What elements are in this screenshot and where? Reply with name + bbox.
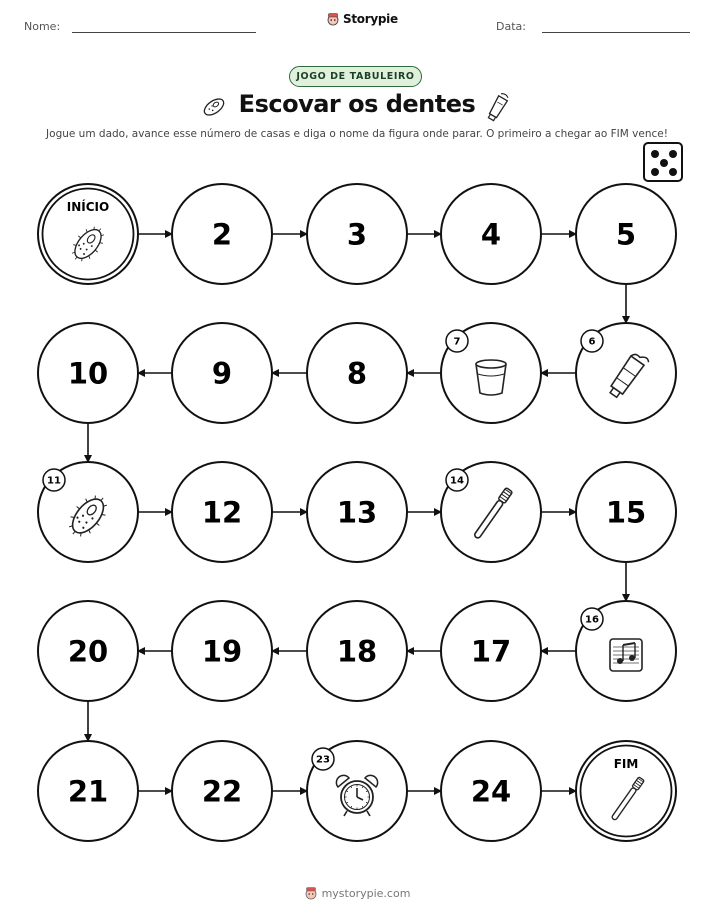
space-number-badge	[581, 330, 603, 352]
board-space-20	[38, 601, 138, 701]
svg-text:7: 7	[453, 336, 461, 348]
svg-text:14: 14	[450, 475, 464, 487]
svg-text:11: 11	[47, 475, 61, 487]
finish-label: FIM	[613, 757, 639, 771]
footer-site: mystorypie.com	[321, 886, 411, 900]
space-number: 10	[67, 356, 109, 391]
space-number-badge	[446, 330, 468, 352]
space-number-badge	[312, 748, 334, 770]
space-number: 5	[615, 217, 637, 252]
board-space-3	[307, 184, 407, 284]
board-space-23	[307, 741, 407, 841]
space-number: 18	[336, 634, 378, 669]
board-space-18	[307, 601, 407, 701]
space-number: 3	[346, 217, 368, 252]
space-number: 9	[211, 356, 233, 391]
space-number: 8	[346, 356, 368, 391]
date-label: Data:	[496, 20, 526, 33]
space-number: 21	[67, 774, 109, 809]
storypie-mascot-icon	[304, 886, 318, 900]
board-space-8	[307, 323, 407, 423]
board-space-7	[441, 323, 541, 423]
space-number-badge	[446, 469, 468, 491]
finish-space	[576, 741, 676, 841]
board-space-12	[172, 462, 272, 562]
start-space	[38, 184, 138, 284]
board-space-5	[576, 184, 676, 284]
space-number: 17	[470, 634, 512, 669]
space-number: 19	[201, 634, 243, 669]
instructions: Jogue um dado, avance esse número de casas e diga o nome da figura onde parar. O primeiro a chegar ao FIM vence!	[46, 128, 668, 140]
music-icon	[610, 639, 642, 671]
game-type-badge: JOGO DE TABULEIRO	[289, 66, 422, 87]
space-number: 24	[470, 774, 512, 809]
board-space-13	[307, 462, 407, 562]
board-space-9	[172, 323, 272, 423]
page-title: Escovar os dentes	[238, 90, 476, 118]
space-number: 2	[211, 217, 233, 252]
brand-name: Storypie	[343, 12, 398, 26]
start-label: INÍCIO	[66, 200, 110, 214]
board-space-10	[38, 323, 138, 423]
board-space-17	[441, 601, 541, 701]
board-space-2	[172, 184, 272, 284]
space-number: 4	[480, 217, 502, 252]
board-space-6	[576, 323, 676, 423]
name-label: Nome:	[24, 20, 61, 33]
space-number: 22	[201, 774, 243, 809]
space-number: 20	[67, 634, 109, 669]
board-space-11	[38, 462, 138, 562]
space-number-badge	[581, 608, 603, 630]
space-number: 13	[336, 495, 378, 530]
board-space-21	[38, 741, 138, 841]
footer	[0, 886, 714, 900]
svg-text:16: 16	[585, 614, 599, 626]
svg-text:23: 23	[316, 754, 330, 766]
board-space-22	[172, 741, 272, 841]
board-space-24	[441, 741, 541, 841]
space-number: 12	[201, 495, 243, 530]
board-space-14	[441, 462, 541, 562]
board-space-19	[172, 601, 272, 701]
board-space-16	[576, 601, 676, 701]
board-space-4	[441, 184, 541, 284]
space-number-badge	[43, 469, 65, 491]
svg-text:6: 6	[588, 336, 596, 348]
board-space-15	[576, 462, 676, 562]
space-number: 15	[605, 495, 647, 530]
